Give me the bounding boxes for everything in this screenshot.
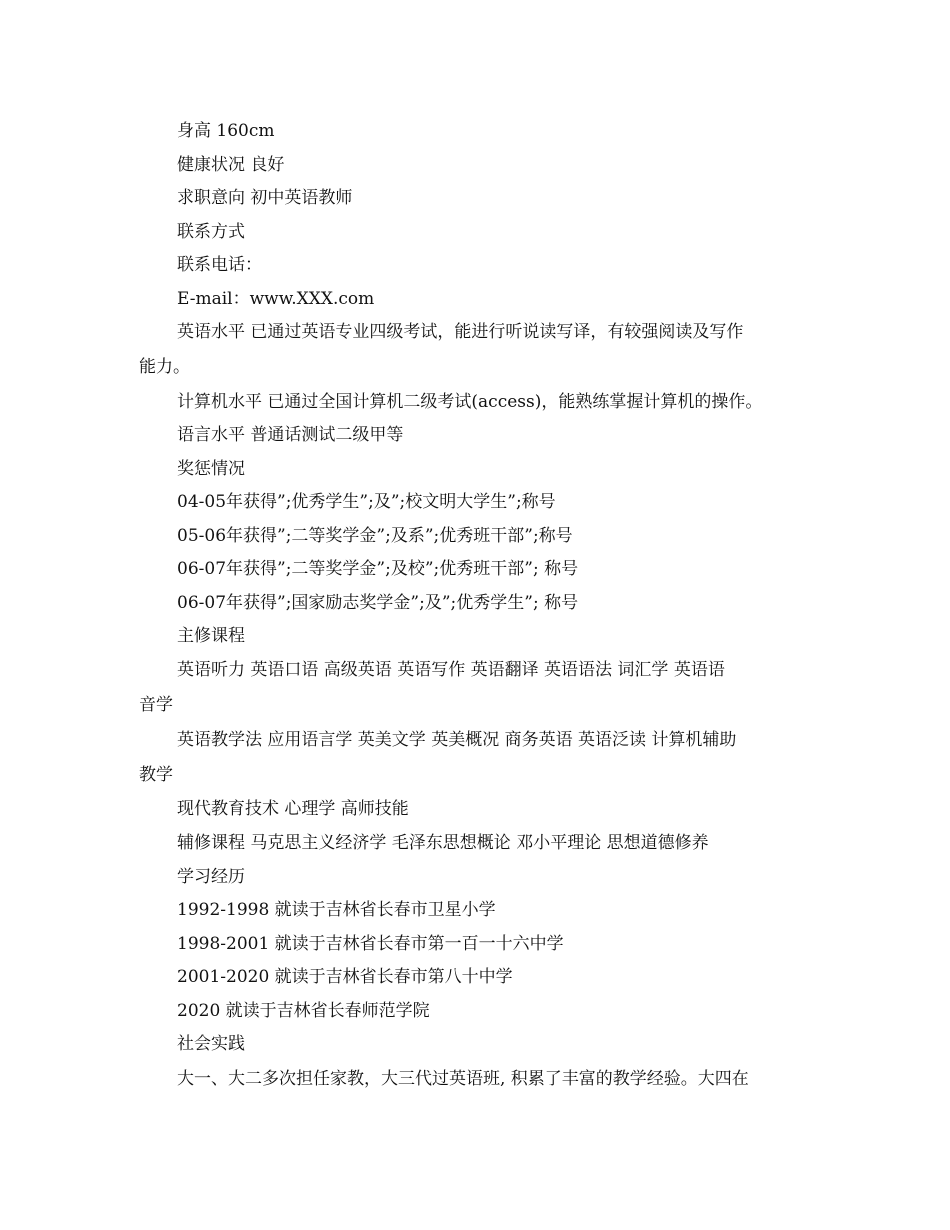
text-line-award-3: 06-07年获得”;二等奖学金”;及校”;优秀班干部”; 称号 xyxy=(177,559,579,579)
text-line-practice-heading: 社会实践 xyxy=(177,1034,245,1054)
text-line-education-2: 1998-2001 就读于吉林省长春市第一百一十六中学 xyxy=(177,934,564,954)
text-line-computer-level: 计算机水平 已通过全国计算机二级考试(access)，能熟练掌握计算机的操作。 xyxy=(177,392,763,412)
text-line-language-level: 语言水平 普通话测试二级甲等 xyxy=(177,425,404,445)
text-line-english-level: 英语水平 已通过英语专业四级考试，能进行听说读写译，有较强阅读及写作 xyxy=(177,322,744,342)
text-line-education-1: 1992-1998 就读于吉林省长春市卫星小学 xyxy=(177,900,496,920)
text-line-education-heading: 学习经历 xyxy=(177,867,245,887)
text-line-minor-courses: 辅修课程 马克思主义经济学 毛泽东思想概论 邓小平理论 思想道德修养 xyxy=(177,833,709,853)
text-line-practice-1: 大一、大二多次担任家教，大三代过英语班, 积累了丰富的教学经验。大四在 xyxy=(177,1069,749,1089)
text-line-major-courses-1-cont: 音学 xyxy=(139,695,173,715)
text-line-height: 身高 160cm xyxy=(177,121,275,141)
text-line-major-courses-3: 现代教育技术 心理学 高师技能 xyxy=(177,799,409,819)
text-line-major-courses-2: 英语教学法 应用语言学 英美文学 英美概况 商务英语 英语泛读 计算机辅助 xyxy=(177,730,737,750)
text-line-english-level-cont: 能力。 xyxy=(139,357,190,377)
text-line-phone: 联系电话： xyxy=(177,255,262,275)
text-line-major-courses-heading: 主修课程 xyxy=(177,626,245,646)
text-line-award-1: 04-05年获得”;优秀学生”;及”;校文明大学生”;称号 xyxy=(177,492,556,512)
text-line-contact-heading: 联系方式 xyxy=(177,222,245,242)
text-line-health: 健康状况 良好 xyxy=(177,155,285,175)
text-line-major-courses-1: 英语听力 英语口语 高级英语 英语写作 英语翻译 英语语法 词汇学 英语语 xyxy=(177,660,725,680)
text-line-award-2: 05-06年获得”;二等奖学金”;及系”;优秀班干部”;称号 xyxy=(177,526,573,546)
text-line-email: E-mail：www.XXX.com xyxy=(177,289,375,309)
text-line-award-4: 06-07年获得”;国家励志奖学金”;及”;优秀学生”; 称号 xyxy=(177,593,579,613)
text-line-education-4: 2020 就读于吉林省长春师范学院 xyxy=(177,1001,430,1021)
text-line-awards-heading: 奖惩情况 xyxy=(177,459,245,479)
text-line-job-intention: 求职意向 初中英语教师 xyxy=(177,188,353,208)
text-line-major-courses-2-cont: 教学 xyxy=(139,765,173,785)
text-line-education-3: 2001-2020 就读于吉林省长春市第八十中学 xyxy=(177,967,513,987)
